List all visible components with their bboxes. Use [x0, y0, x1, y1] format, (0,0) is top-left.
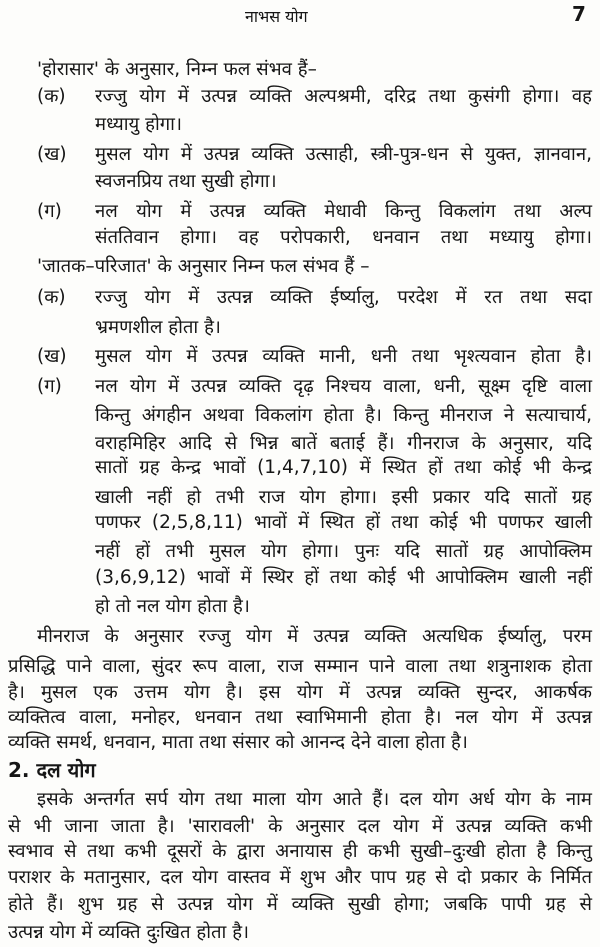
item-label: (ख) [37, 144, 67, 165]
paragraph-line: स्वभाव से तथा कभी दूसरों के द्वारा अनायास ही कभी सुखी–दुःखी होता है किन्तु [8, 841, 592, 862]
paragraph-line: इसके अन्तर्गत सर्प योग तथा माला योग आते हैं। दल योग अर्ध योग के नाम [37, 789, 592, 810]
running-header-title: नाभस योग [245, 7, 308, 26]
page-number: 7 [572, 2, 586, 26]
paragraph-line: मीनराज के अनुसार रज्जु योग में उत्पन्न व्यक्ति अत्यधिक ईर्ष्यालु, परम [37, 626, 592, 647]
item-line: सातों ग्रह केन्द्र भावों (1,4,7,10) में स्थित हों तथा कोई भी केन्द्र [95, 457, 592, 478]
item-label: (क) [37, 86, 66, 107]
paragraph-line: व्यक्तित्व वाला, मनोहर, धनवान तथा स्वाभिमानी होता है। नल योग में उत्पन्न [8, 707, 592, 728]
paragraph-line: होते हैं। शुभ ग्रह से उत्पन्न योग में व्यक्ति सुखी होगा; जबकि पापी ग्रह से [8, 894, 592, 915]
jatak-intro: 'जातक–परिजात' के अनुसार निम्न फल संभव हैं – [37, 256, 370, 277]
item-label: (ख) [37, 346, 67, 367]
paragraph-line: है। मुसल एक उत्तम योग है। इस योग में उत्पन्न व्यक्ति सुन्दर, आकर्षक [8, 682, 592, 703]
item-line: किन्तु अंगहीन अथवा विकलांग होता है। किन्तु मीनराज ने सत्याचार्य, [95, 405, 592, 426]
item-line: (3,6,9,12) भावों में स्थिर हों तथा कोई भी आपोक्लिम खाली नहीं [95, 567, 592, 588]
item-line: संततिवान होगा। वह परोपकारी, धनवान तथा मध्यायु होगा। [95, 227, 592, 248]
paragraph-line: से भी जाना जाता है। 'सारावली' के अनुसार दल योग में उत्पन्न व्यक्ति कभी [8, 816, 592, 837]
paragraph-line: पराशर के मतानुसार, दल योग वास्तव में शुभ और पाप ग्रह से दो प्रकार के निर्मित [8, 867, 592, 888]
item-line: नहीं हों तभी मुसल योग होगा। पुनः यदि सातों ग्रह आपोक्लिम [95, 541, 592, 562]
paragraph-line: प्रसिद्धि पाने वाला, सुंदर रूप वाला, राज सम्मान पाने वाला तथा शत्रुनाशक होता [8, 656, 592, 677]
section-heading: 2. दल योग [8, 758, 96, 782]
item-line: खाली नहीं हो तभी राज योग होगा। इसी प्रकार यदि सातों ग्रह [95, 487, 592, 508]
item-line: रज्जु योग में उत्पन्न व्यक्ति अल्पश्रमी, दरिद्र तथा कुसंगी होगा। वह [95, 86, 592, 107]
item-line: हो तो नल योग होता है। [95, 596, 250, 617]
item-line: भ्रमणशील होता है। [95, 317, 221, 338]
item-line: मुसल योग में उत्पन्न व्यक्ति उत्साही, स्त्री-पुत्र-धन से युक्त, ज्ञानवान, [95, 144, 592, 165]
item-label: (ग) [37, 201, 62, 222]
item-line: मुसल योग में उत्पन्न व्यक्ति मानी, धनी तथा भृश्त्यवान होता है। [95, 346, 592, 367]
paragraph-line: उत्पन्न योग में व्यक्ति दुःखित होता है। [8, 922, 250, 943]
item-line: नल योग में उत्पन्न व्यक्ति मेधावी किन्तु विकलांग तथा अल्प [95, 201, 592, 222]
item-line: नल योग में उत्पन्न व्यक्ति दृढ़ निश्चय वाला, धनी, सूक्ष्म दृष्टि वाला [95, 376, 592, 397]
item-label: (क) [37, 287, 66, 308]
item-label: (ग) [37, 376, 62, 397]
item-line: वराहमिहिर आदि से भिन्न बातें बताई हैं। गीनराज के अनुसार, यदि [95, 433, 592, 454]
paragraph-line: व्यक्ति समर्थ, धनवान, माता तथा संसार को आनन्द देने वाला होता है। [8, 732, 468, 753]
item-line: रज्जु योग में उत्पन्न व्यक्ति ईर्ष्यालु, परदेश में रत तथा सदा [95, 287, 592, 308]
item-line: पणफर (2,5,8,11) भावों में स्थित हों तथा कोई भी पणफर खाली [95, 512, 592, 533]
item-line: मध्यायु होगा। [95, 114, 182, 135]
horasar-intro: 'होरासार' के अनुसार, निम्न फल संभव हैं– [37, 59, 317, 80]
item-line: स्वजनप्रिय तथा सुखी होगा। [95, 171, 277, 192]
